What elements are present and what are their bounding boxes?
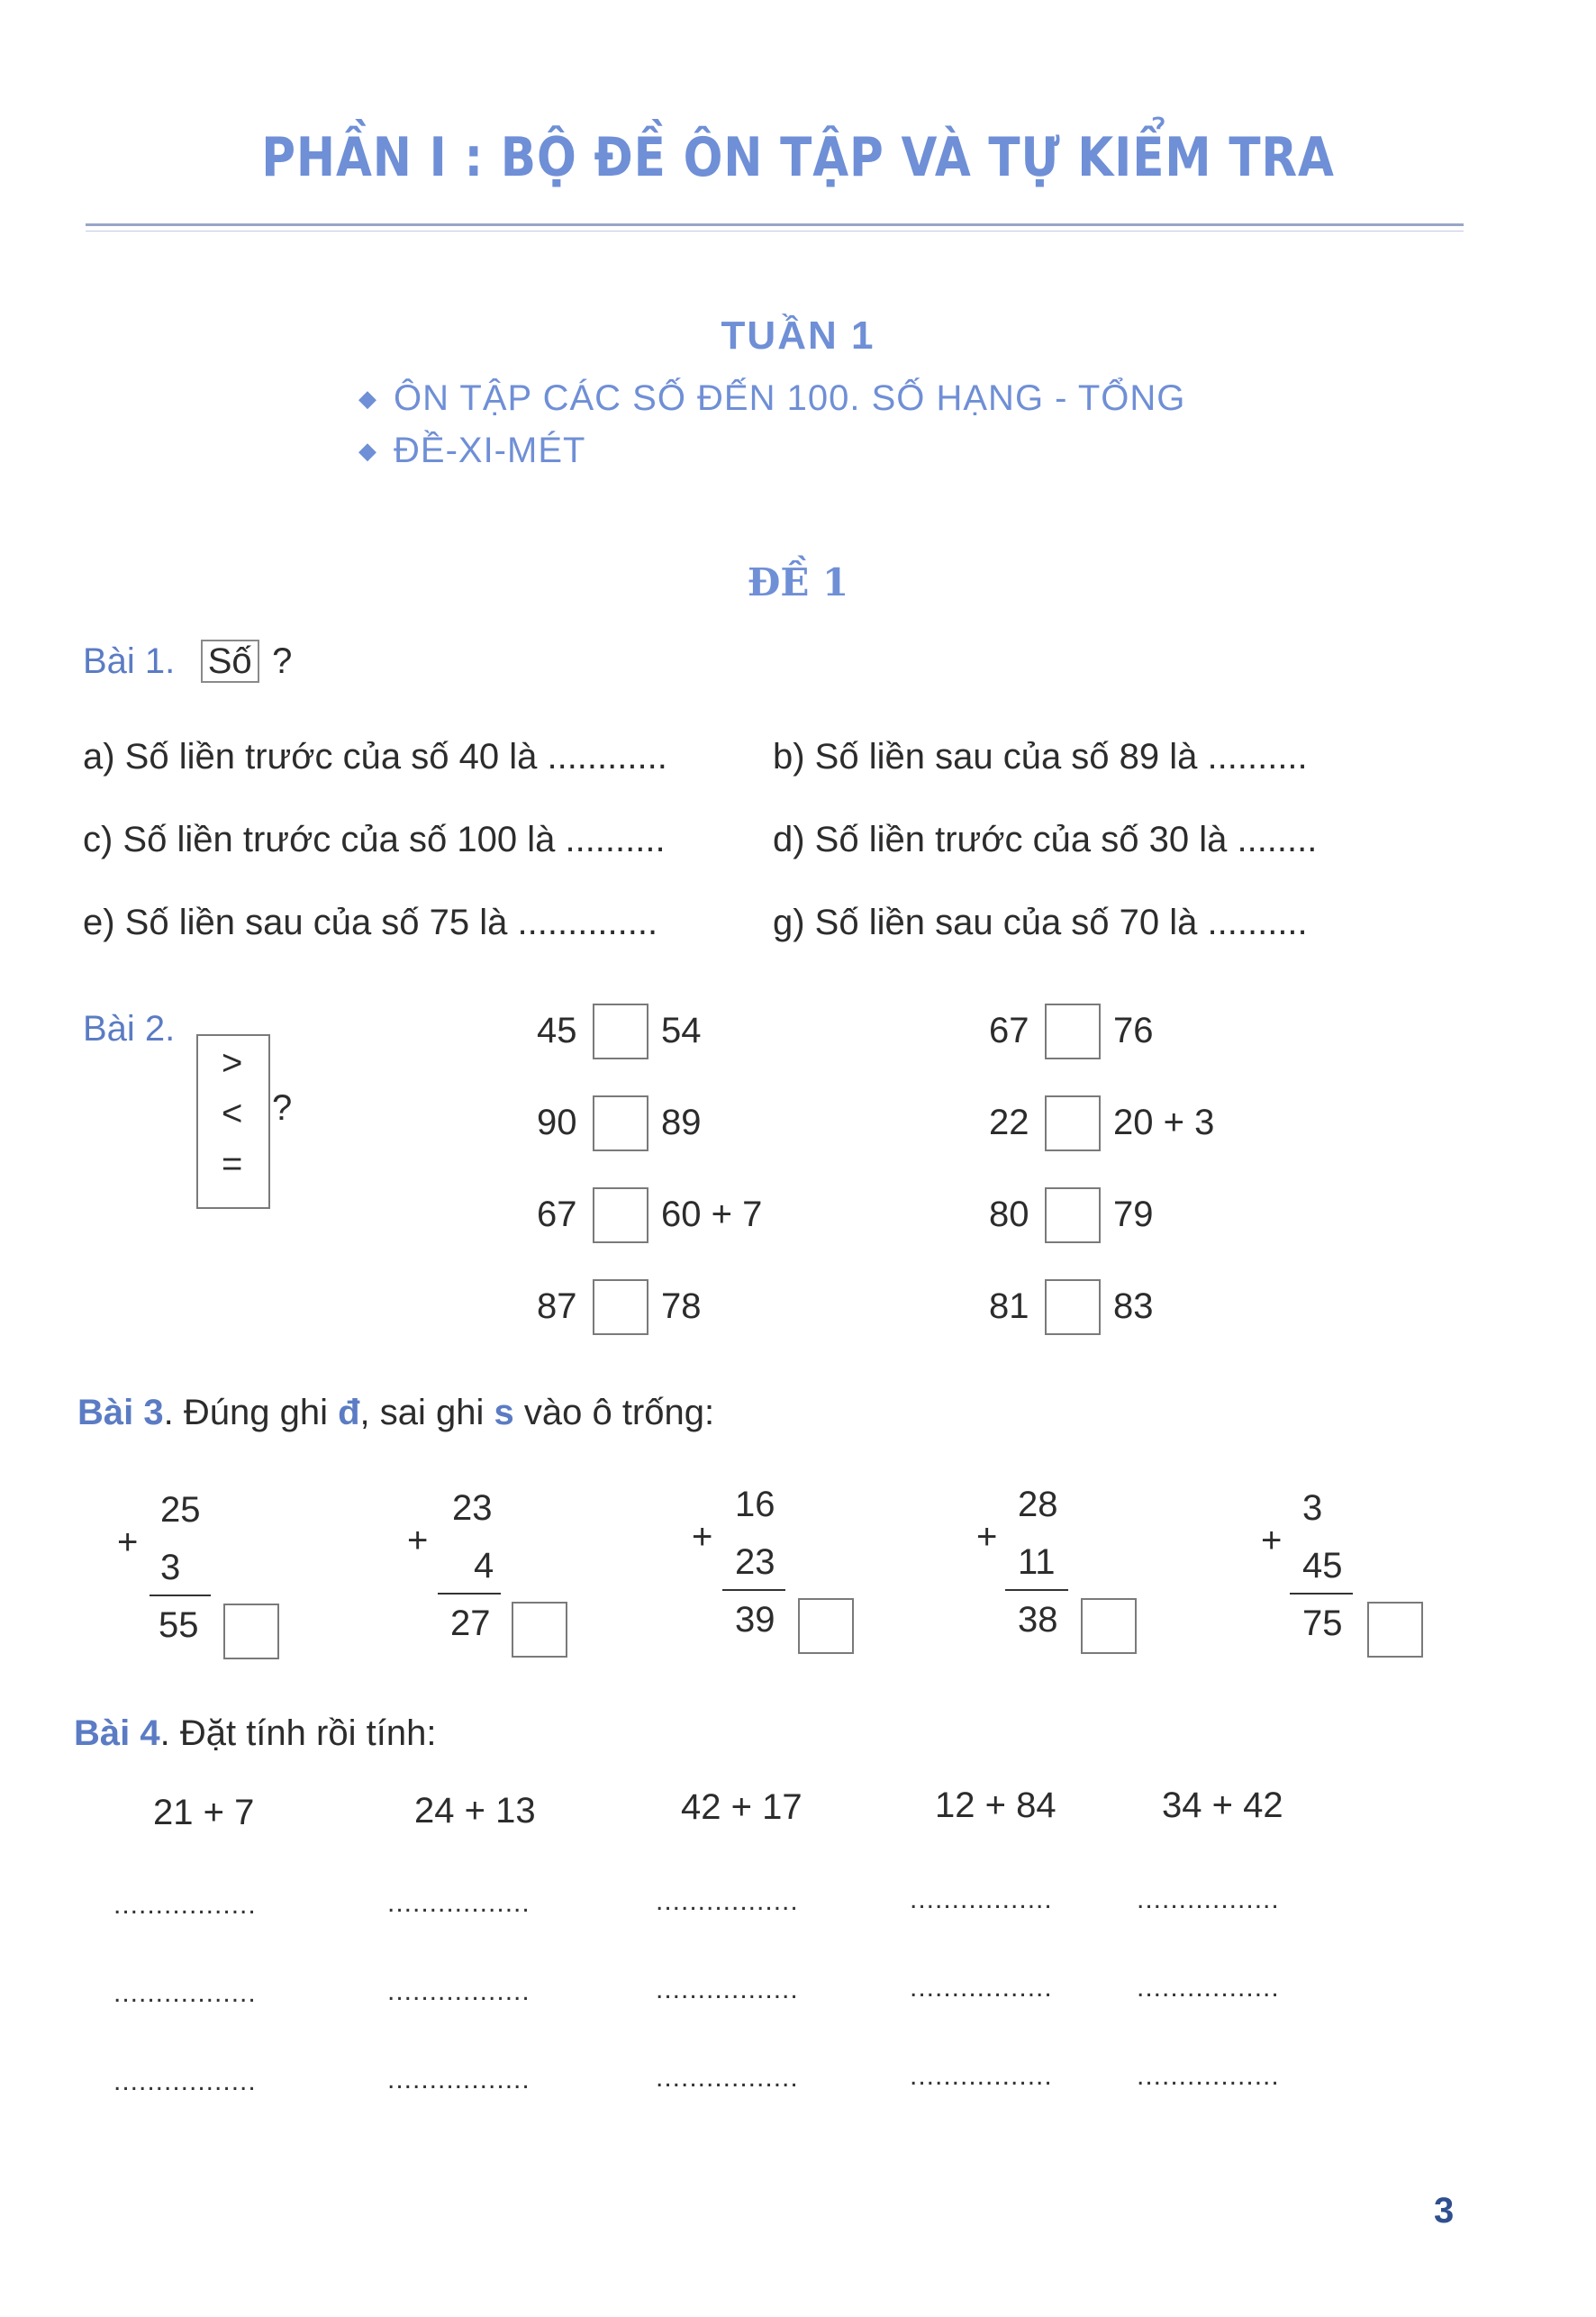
answer-box[interactable] bbox=[798, 1598, 854, 1654]
bai3-p3-bottom: 23 bbox=[735, 1542, 775, 1582]
bai4-problem-2: 24 + 13 bbox=[414, 1791, 536, 1831]
bai3-p4-top: 28 bbox=[1018, 1485, 1058, 1524]
bai3-d: đ bbox=[338, 1393, 360, 1432]
bai3-p2-top: 23 bbox=[452, 1488, 493, 1528]
bai1-item-b: b) Số liền sau của số 89 là .......... bbox=[773, 737, 1308, 777]
part-title: PHẦN I : BỘ ĐỀ ÔN TẬP VÀ TỰ KIỂM TRA bbox=[261, 126, 1335, 189]
answer-box[interactable] bbox=[1045, 1095, 1101, 1151]
bai1-item-g: g) Số liền sau của số 70 là .......... bbox=[773, 903, 1308, 942]
sum-line bbox=[438, 1593, 501, 1595]
answer-dots: ................. bbox=[1137, 2061, 1280, 2091]
bai3-p1-bottom: 3 bbox=[160, 1548, 181, 1587]
answer-box[interactable] bbox=[1045, 1187, 1101, 1243]
bai3-s: s bbox=[494, 1393, 514, 1432]
cmp-left-3-a: 67 bbox=[537, 1195, 577, 1234]
bai3-p2-result: 27 bbox=[450, 1604, 491, 1643]
cmp-left-4-a: 87 bbox=[537, 1286, 577, 1326]
diamond-icon: ◆ bbox=[358, 385, 377, 412]
answer-dots: ................. bbox=[656, 2063, 799, 2093]
answer-box[interactable] bbox=[593, 1004, 648, 1059]
bai3-label: Bài 3 bbox=[77, 1393, 164, 1432]
bai3-p5-top: 3 bbox=[1302, 1488, 1323, 1528]
plus-sign: + bbox=[117, 1522, 139, 1562]
cmp-right-4-b: 83 bbox=[1113, 1286, 1154, 1326]
plus-sign: + bbox=[1261, 1521, 1283, 1560]
topic-1-text: ÔN TẬP CÁC SỐ ĐẾN 100. SỐ HẠNG - TỔNG bbox=[394, 378, 1186, 418]
answer-box[interactable] bbox=[223, 1604, 279, 1659]
bai3-p3-result: 39 bbox=[735, 1600, 775, 1640]
cmp-left-3-b: 60 + 7 bbox=[661, 1195, 763, 1234]
diamond-icon: ◆ bbox=[358, 437, 377, 464]
bai3-text-3: vào ô trống: bbox=[513, 1393, 715, 1432]
bai4-problem-1: 21 + 7 bbox=[153, 1793, 255, 1832]
so-box: Số bbox=[201, 640, 259, 683]
answer-box[interactable] bbox=[593, 1095, 648, 1151]
answer-dots: ................. bbox=[113, 1890, 257, 1920]
bai3-p5-result: 75 bbox=[1302, 1604, 1343, 1643]
bai3-text-2: , sai ghi bbox=[359, 1393, 494, 1432]
plus-sign: + bbox=[407, 1521, 429, 1560]
cmp-right-1-b: 76 bbox=[1113, 1011, 1154, 1050]
plus-sign: + bbox=[976, 1517, 998, 1557]
bai1-item-c: c) Số liền trước của số 100 là .......... bbox=[83, 820, 666, 859]
bai3-p1-top: 25 bbox=[160, 1490, 201, 1530]
answer-dots: ................. bbox=[113, 2067, 257, 2096]
topic-1 bbox=[358, 378, 1185, 419]
bai4-problem-3: 42 + 17 bbox=[681, 1787, 803, 1827]
answer-box[interactable] bbox=[593, 1187, 648, 1243]
bai3-p5-bottom: 45 bbox=[1302, 1546, 1343, 1586]
bai2-label: Bài 2. bbox=[83, 1009, 176, 1049]
bai1-heading bbox=[83, 641, 292, 682]
cmp-left-1-b: 54 bbox=[661, 1011, 702, 1050]
bai1-item-e: e) Số liền sau của số 75 là .............. bbox=[83, 903, 658, 942]
bai4-problem-4: 12 + 84 bbox=[935, 1785, 1056, 1825]
cmp-left-4-b: 78 bbox=[661, 1286, 702, 1326]
bai4-label: Bài 4 bbox=[74, 1713, 160, 1753]
bai3-p3-top: 16 bbox=[735, 1485, 775, 1524]
page-number: 3 bbox=[1434, 2191, 1455, 2231]
bai3-p1-result: 55 bbox=[159, 1605, 199, 1645]
bai3-p4-bottom: 11 bbox=[1018, 1542, 1056, 1582]
cmp-right-3-a: 80 bbox=[989, 1195, 1029, 1234]
exam-title: ĐỀ 1 bbox=[747, 560, 849, 604]
answer-dots: ................. bbox=[1137, 1885, 1280, 1914]
answer-dots: ................. bbox=[910, 1885, 1053, 1914]
answer-dots: ................. bbox=[910, 1973, 1053, 2003]
answer-dots: ................. bbox=[387, 1888, 530, 1918]
answer-box[interactable] bbox=[593, 1279, 648, 1335]
answer-box[interactable] bbox=[512, 1602, 567, 1658]
symbol-less: < bbox=[222, 1094, 243, 1133]
sum-line bbox=[722, 1589, 785, 1591]
plus-sign: + bbox=[692, 1517, 713, 1557]
bai3-text-1: . Đúng ghi bbox=[163, 1393, 339, 1432]
sum-line bbox=[150, 1595, 211, 1596]
bai1-label: Bài 1. bbox=[83, 641, 176, 681]
bai2-question: ? bbox=[272, 1088, 293, 1128]
bai1-question: ? bbox=[272, 641, 293, 681]
answer-box[interactable] bbox=[1081, 1598, 1137, 1654]
bai3-p2-bottom: 4 bbox=[474, 1546, 494, 1586]
bai3-p4-result: 38 bbox=[1018, 1600, 1058, 1640]
cmp-right-1-a: 67 bbox=[989, 1011, 1029, 1050]
bai3-heading bbox=[77, 1393, 714, 1433]
cmp-left-1-a: 45 bbox=[537, 1011, 577, 1050]
sum-line bbox=[1005, 1589, 1068, 1591]
bai1-item-a: a) Số liền trước của số 40 là ............ bbox=[83, 737, 667, 777]
cmp-right-2-b: 20 + 3 bbox=[1113, 1103, 1215, 1142]
bai4-text: . Đặt tính rồi tính: bbox=[159, 1713, 437, 1753]
cmp-right-4-a: 81 bbox=[989, 1286, 1029, 1326]
answer-box[interactable] bbox=[1045, 1004, 1101, 1059]
answer-dots: ................. bbox=[656, 1886, 799, 1916]
answer-box[interactable] bbox=[1045, 1279, 1101, 1335]
answer-box[interactable] bbox=[1367, 1602, 1423, 1658]
bai1-item-d: d) Số liền trước của số 30 là ........ bbox=[773, 820, 1318, 859]
header-rule bbox=[86, 223, 1464, 226]
bai4-heading bbox=[74, 1713, 436, 1754]
answer-dots: ................. bbox=[387, 2065, 530, 2094]
symbol-greater: > bbox=[222, 1043, 243, 1083]
topic-2 bbox=[358, 431, 585, 471]
answer-dots: ................. bbox=[113, 1978, 257, 2008]
cmp-right-3-b: 79 bbox=[1113, 1195, 1154, 1234]
cmp-right-2-a: 22 bbox=[989, 1103, 1029, 1142]
header-rule-thin bbox=[86, 231, 1464, 232]
answer-dots: ................. bbox=[1137, 1973, 1280, 2003]
cmp-left-2-a: 90 bbox=[537, 1103, 577, 1142]
symbol-equal: = bbox=[222, 1144, 243, 1184]
week-title: TUẦN 1 bbox=[721, 313, 875, 358]
answer-dots: ................. bbox=[910, 2061, 1053, 2091]
bai4-problem-5: 34 + 42 bbox=[1162, 1785, 1283, 1825]
answer-dots: ................. bbox=[656, 1975, 799, 2004]
answer-dots: ................. bbox=[387, 1976, 530, 2006]
sum-line bbox=[1290, 1593, 1353, 1595]
topic-2-text: ĐỀ-XI-MÉT bbox=[394, 431, 586, 470]
cmp-left-2-b: 89 bbox=[661, 1103, 702, 1142]
